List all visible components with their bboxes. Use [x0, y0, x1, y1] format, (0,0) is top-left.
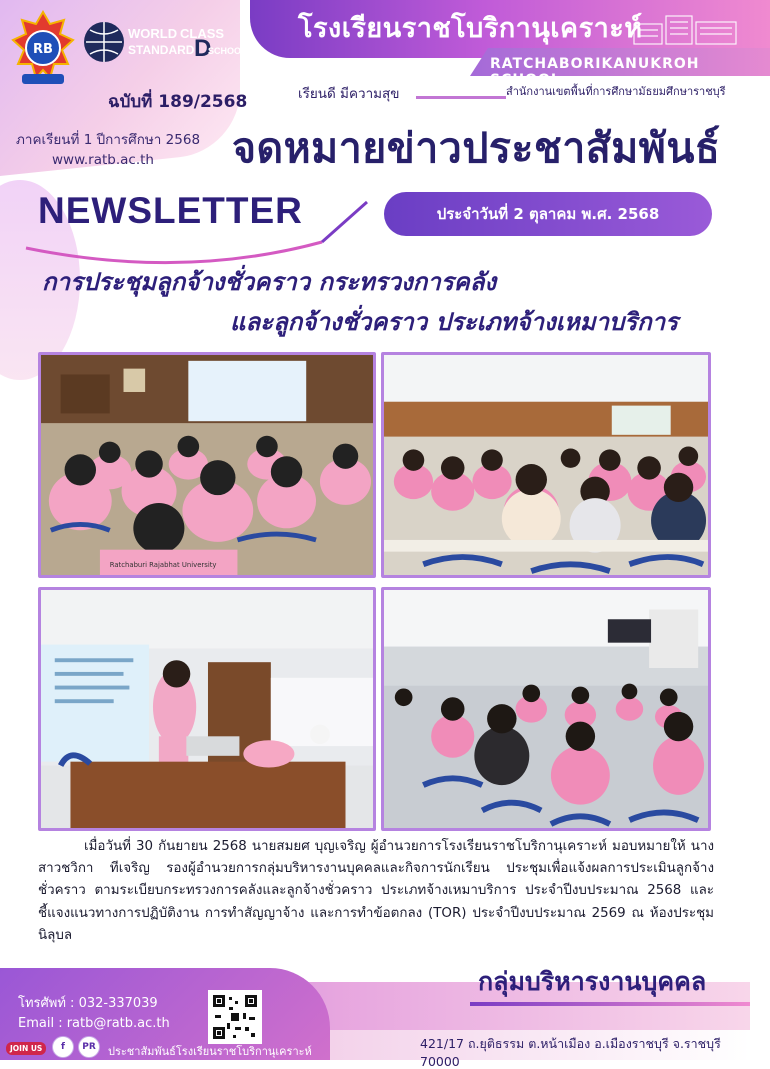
world-class-line1: WORLD [128, 26, 178, 41]
education-office: สำนักงานเขตพื้นที่การศึกษามัธยมศึกษาราชบุรี [506, 85, 726, 98]
body-paragraph [38, 836, 714, 947]
headline-line-1: การประชุมลูกจ้างชั่วคราว กระทรวงการคลัง [42, 268, 497, 296]
pr-page-name[interactable]: ประชาสัมพันธ์โรงเรียนราชโบริกานุเคราะห์ [108, 1045, 312, 1058]
main-title: จดหมายข่าวประชาสัมพันธ์ [232, 124, 721, 172]
qr-code[interactable] [208, 990, 262, 1044]
logo-text: RB [33, 42, 53, 57]
world-class-line2: CLASS [180, 26, 225, 41]
world-class-line3: STANDARD [128, 43, 195, 57]
department-name: กลุ่มบริหารงานบุคคล [478, 967, 707, 996]
world-class-school: SCHOOL [208, 46, 247, 56]
school-motto: เรียนดี มีความสุข [298, 86, 400, 102]
meeting-photo-4 [381, 587, 711, 831]
website-link[interactable]: www.ratb.ac.th [52, 152, 154, 168]
school-name-english: RATCHABORIKANUKROH SCHOOL [490, 56, 700, 88]
meeting-photo-3 [38, 587, 376, 831]
building-icon [630, 10, 742, 46]
school-name-thai: โรงเรียนราชโบริกานุเคราะห์ [298, 13, 643, 44]
pr-icon[interactable]: PR [78, 1036, 100, 1058]
p1-shirt-text: Ratchaburi Rajabhat University [109, 561, 217, 570]
date-badge: ประจำวันที่ 2 ตุลาคม พ.ศ. 2568 [384, 192, 712, 236]
body-text: เมื่อวันที่ 30 กันยายน 2568 นายสมยศ บุญเจริญ ผู้อำนวยการโรงเรียนราชโบริกานุเคราะห์ มอบหมายให้ นางสาวชวิกา ทีเจริญ รองผู้อำนวยการกลุ่มบริหารงานบุคคลและกิจการนักเรียน ประชุมเพื่อแจ้งผลการประเมินลูกจ้างชั่วคราว ตามระเบียบกระทรวงการคลังและลูกจ้างชั่วคราว ประเภทจ้างเหมาบริการ ประจำปีงบประมาณ 2568 และชี้แจงแนวทางการปฏิบัติงาน การทำสัญญาจ้าง และการทำข้อตกลง (TOR) ประจำปีงบประมาณ 2569 ณ ห้องประชุมนิลุบล [38, 839, 714, 943]
newsletter-heading: NEWSLETTER [38, 190, 303, 231]
join-us-badge: JOIN US [6, 1042, 46, 1055]
school-address: 421/17 ถ.ยุติธรรม ต.หน้าเมือง อ.เมืองราชบุรี จ.ราชบุรี 70000 [420, 1036, 721, 1069]
school-logo [10, 10, 76, 92]
meeting-photo-2 [381, 352, 711, 578]
phone-number: โทรศัพท์ : 032-337039 [18, 996, 158, 1011]
facebook-icon[interactable]: f [52, 1036, 74, 1058]
meeting-photo-1 [38, 352, 376, 578]
social-icons [52, 1036, 100, 1058]
department-underline [470, 1002, 750, 1006]
headline-line-2: และลูกจ้างชั่วคราว ประเภทจ้างเหมาบริการ [230, 308, 679, 336]
semester-label: ภาคเรียนที่ 1 ปีการศึกษา 2568 [16, 132, 201, 148]
world-class-d: D [194, 35, 212, 62]
issue-number: ฉบับที่ 189/2568 [108, 92, 248, 112]
motto-underline [416, 96, 506, 99]
world-class-logo [82, 16, 247, 72]
email-address[interactable]: Email : ratb@ratb.ac.th [18, 1016, 170, 1031]
